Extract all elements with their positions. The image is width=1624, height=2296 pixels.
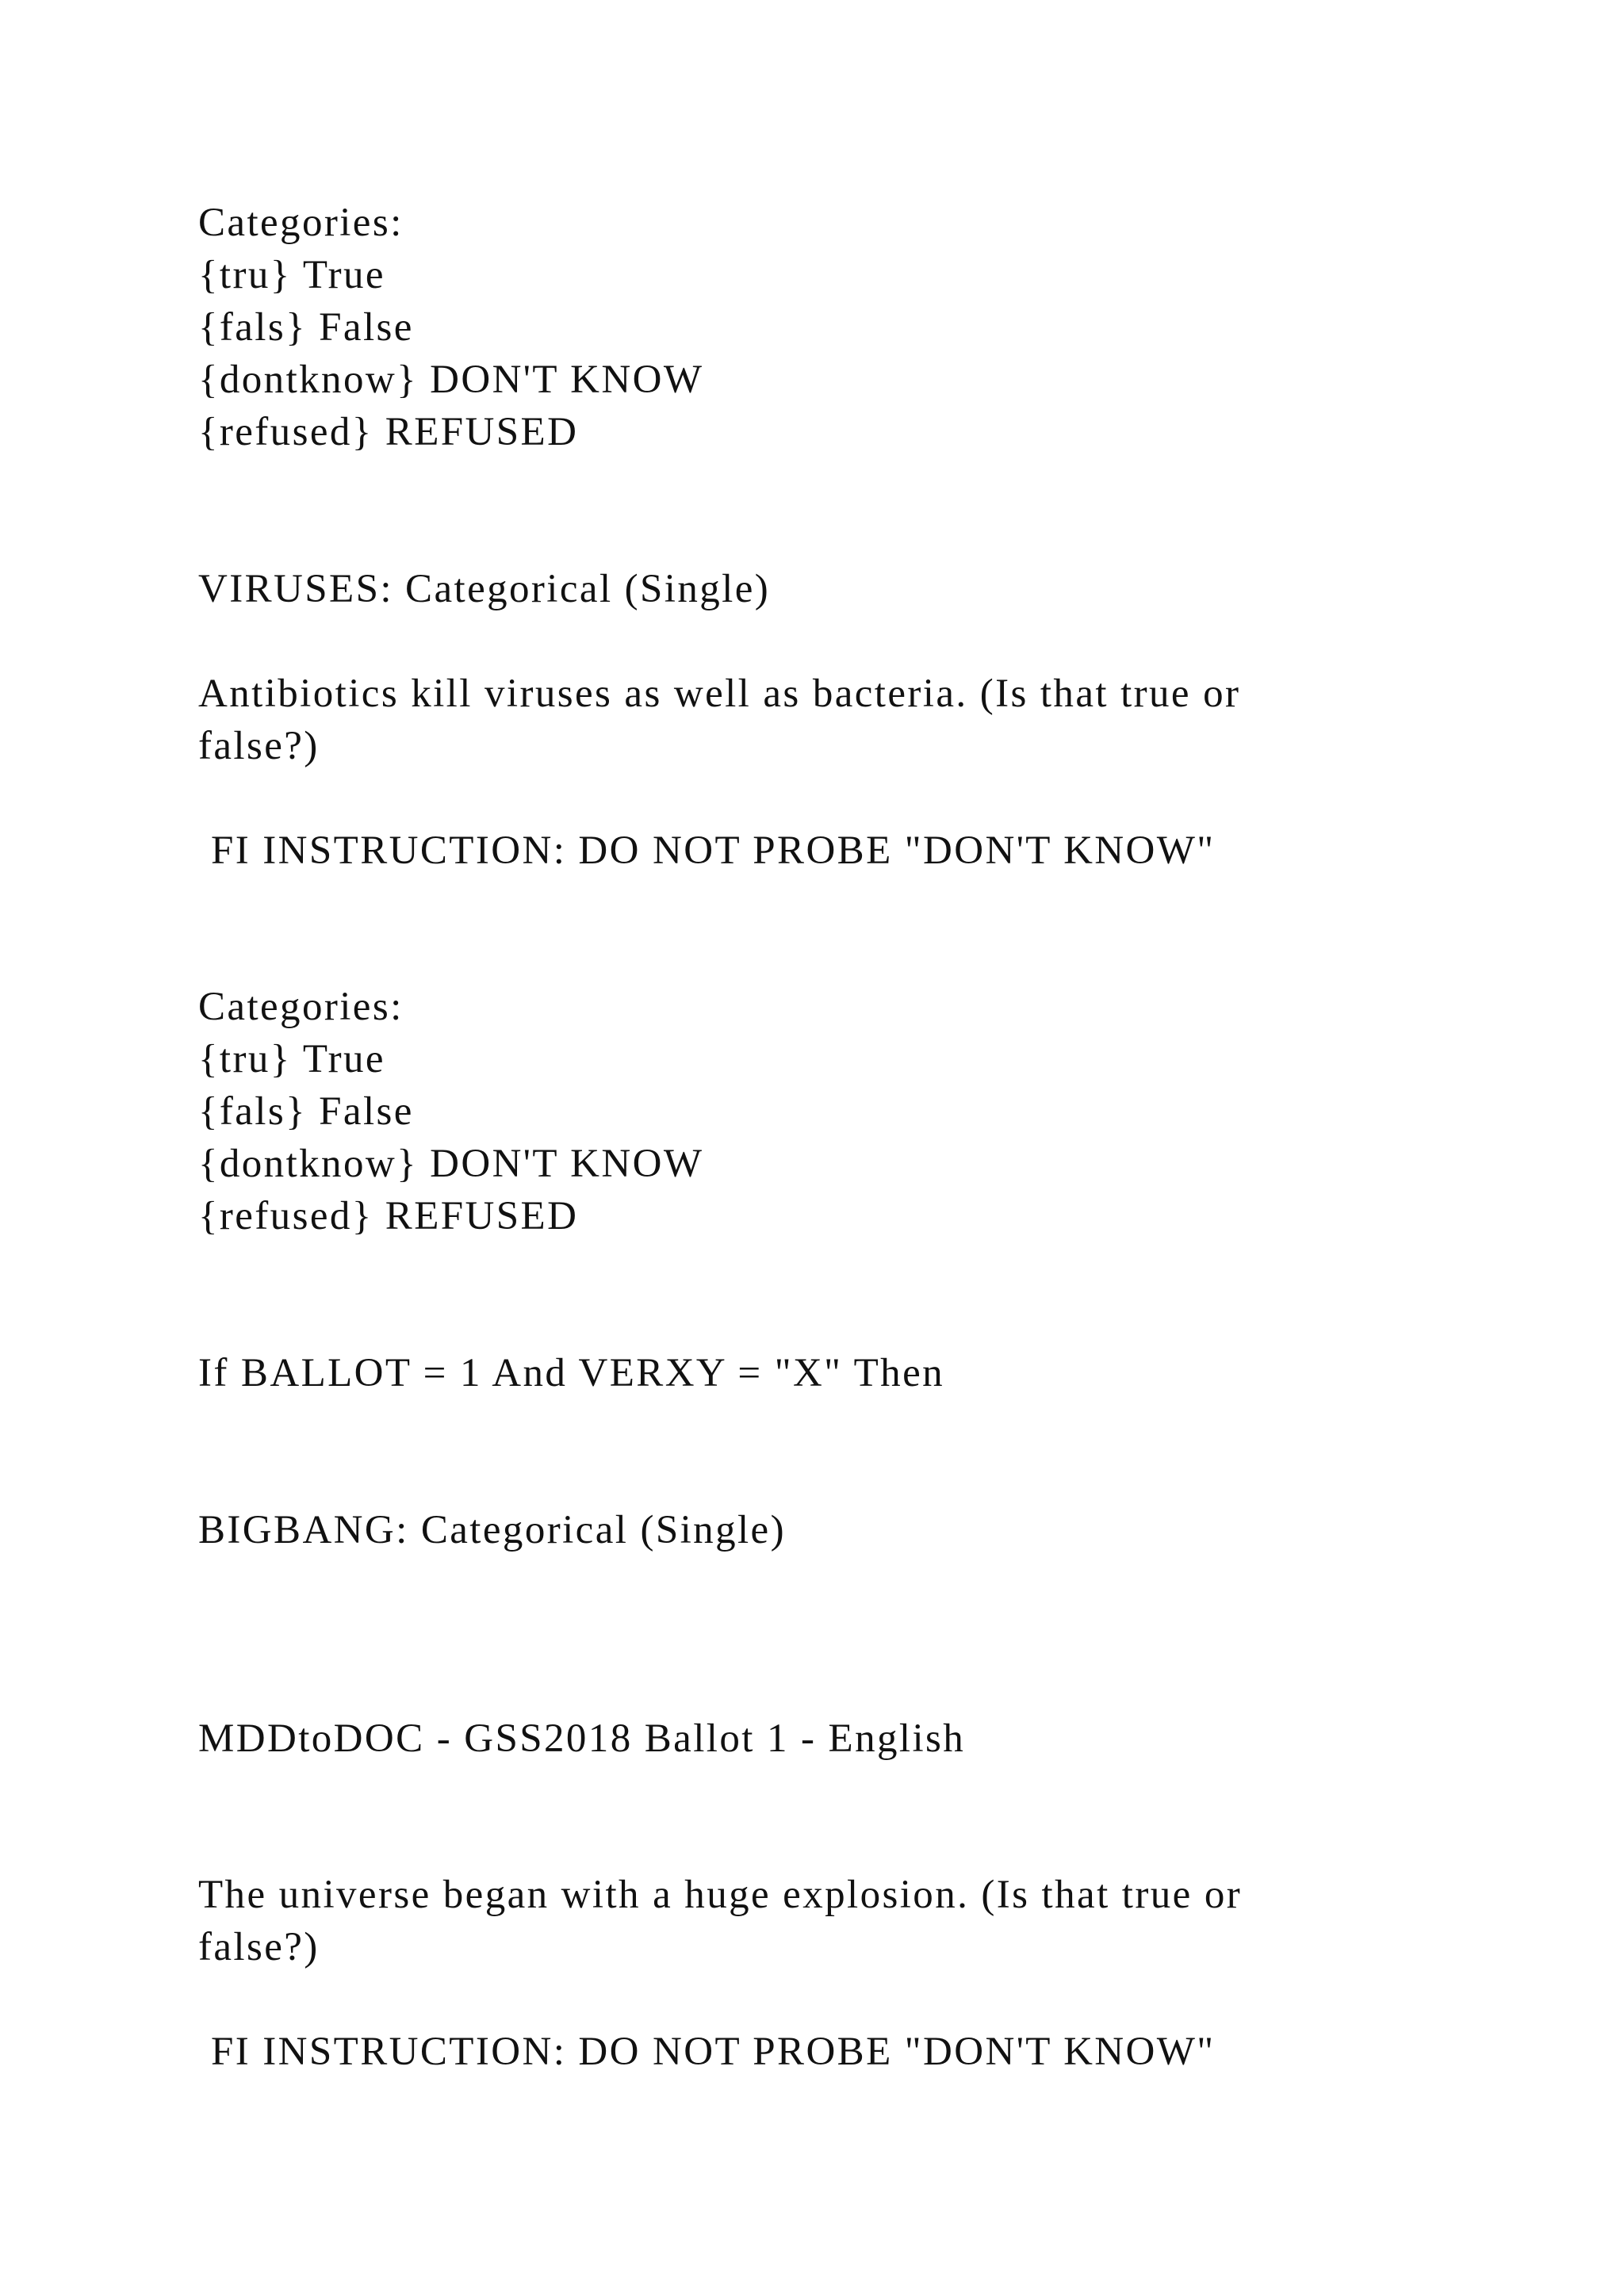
category-item-false: {fals} False [198,1089,414,1134]
page-footer: MDDtoDOC - GSS2018 Ballot 1 - English [198,1716,966,1761]
question-text-line2: false?) [198,1925,320,1969]
condition-statement: If BALLOT = 1 And VERXY = "X" Then [198,1351,945,1395]
category-item-false: {fals} False [198,305,414,350]
fi-instruction: FI INSTRUCTION: DO NOT PROBE "DON'T KNOW" [211,2030,1216,2074]
category-item-refused: {refused} REFUSED [198,1194,579,1238]
categories-label: Categories: [198,201,404,245]
question-text-line1: Antibiotics kill viruses as well as bacteria. (Is that true or [198,672,1241,716]
question-heading-bigbang: BIGBANG: Categorical (Single) [198,1508,786,1552]
question-text-line1: The universe began with a huge explosion. (Is that true or [198,1873,1243,1917]
question-text-line2: false?) [198,724,320,768]
category-item-true: {tru} True [198,253,385,297]
category-item-true: {tru} True [198,1037,385,1081]
category-item-refused: {refused} REFUSED [198,410,579,454]
category-item-dontknow: {dontknow} DON'T KNOW [198,358,704,402]
category-item-dontknow: {dontknow} DON'T KNOW [198,1142,704,1186]
question-heading-viruses: VIRUSES: Categorical (Single) [198,567,771,611]
categories-label: Categories: [198,985,404,1029]
fi-instruction: FI INSTRUCTION: DO NOT PROBE "DON'T KNOW" [211,828,1216,873]
